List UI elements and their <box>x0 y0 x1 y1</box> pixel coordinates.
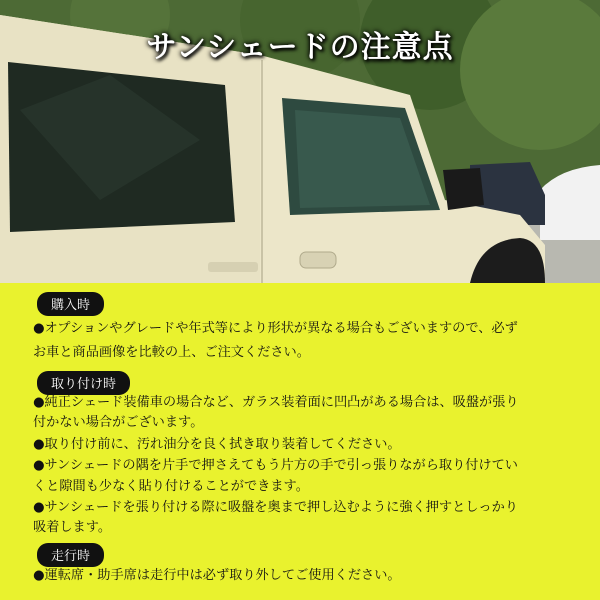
note-line: くと隙間も少なく貼り付けることができます。 <box>33 479 309 494</box>
note-line: ●サンシェードの隅を片手で押さえてもう片方の手で引っ張りながら取り付けてい <box>33 458 518 473</box>
note-line: ●サンシェードを張り付ける際に吸盤を奥まで押し込むように強く押すとしっかり <box>33 500 518 515</box>
page-title: サンシェードの注意点 <box>146 30 454 65</box>
note-line: 吸着します。 <box>33 520 112 535</box>
section-label-purchase: 購入時 <box>37 292 104 316</box>
note-line: ●オプションやグレードや年式等により形状が異なる場合もございますので、必ず <box>33 321 518 336</box>
note-line: 付かない場合がございます。 <box>33 415 204 430</box>
note-line: ●純正シェード装備車の場合など、ガラス装着面に凹凸がある場合は、吸盤が張り <box>33 395 519 410</box>
section-label-installation: 取り付け時 <box>37 371 130 395</box>
note-line: ●取り付け前に、汚れ油分を良く拭き取り装着してください。 <box>33 437 401 452</box>
section-label-driving: 走行時 <box>37 543 104 567</box>
note-line: ●運転席・助手席は走行中は必ず取り外してご使用ください。 <box>33 568 401 583</box>
car-photo <box>0 0 600 283</box>
note-line: お車と商品画像を比較の上、ご注文ください。 <box>33 345 310 360</box>
notes-panel <box>0 283 600 600</box>
